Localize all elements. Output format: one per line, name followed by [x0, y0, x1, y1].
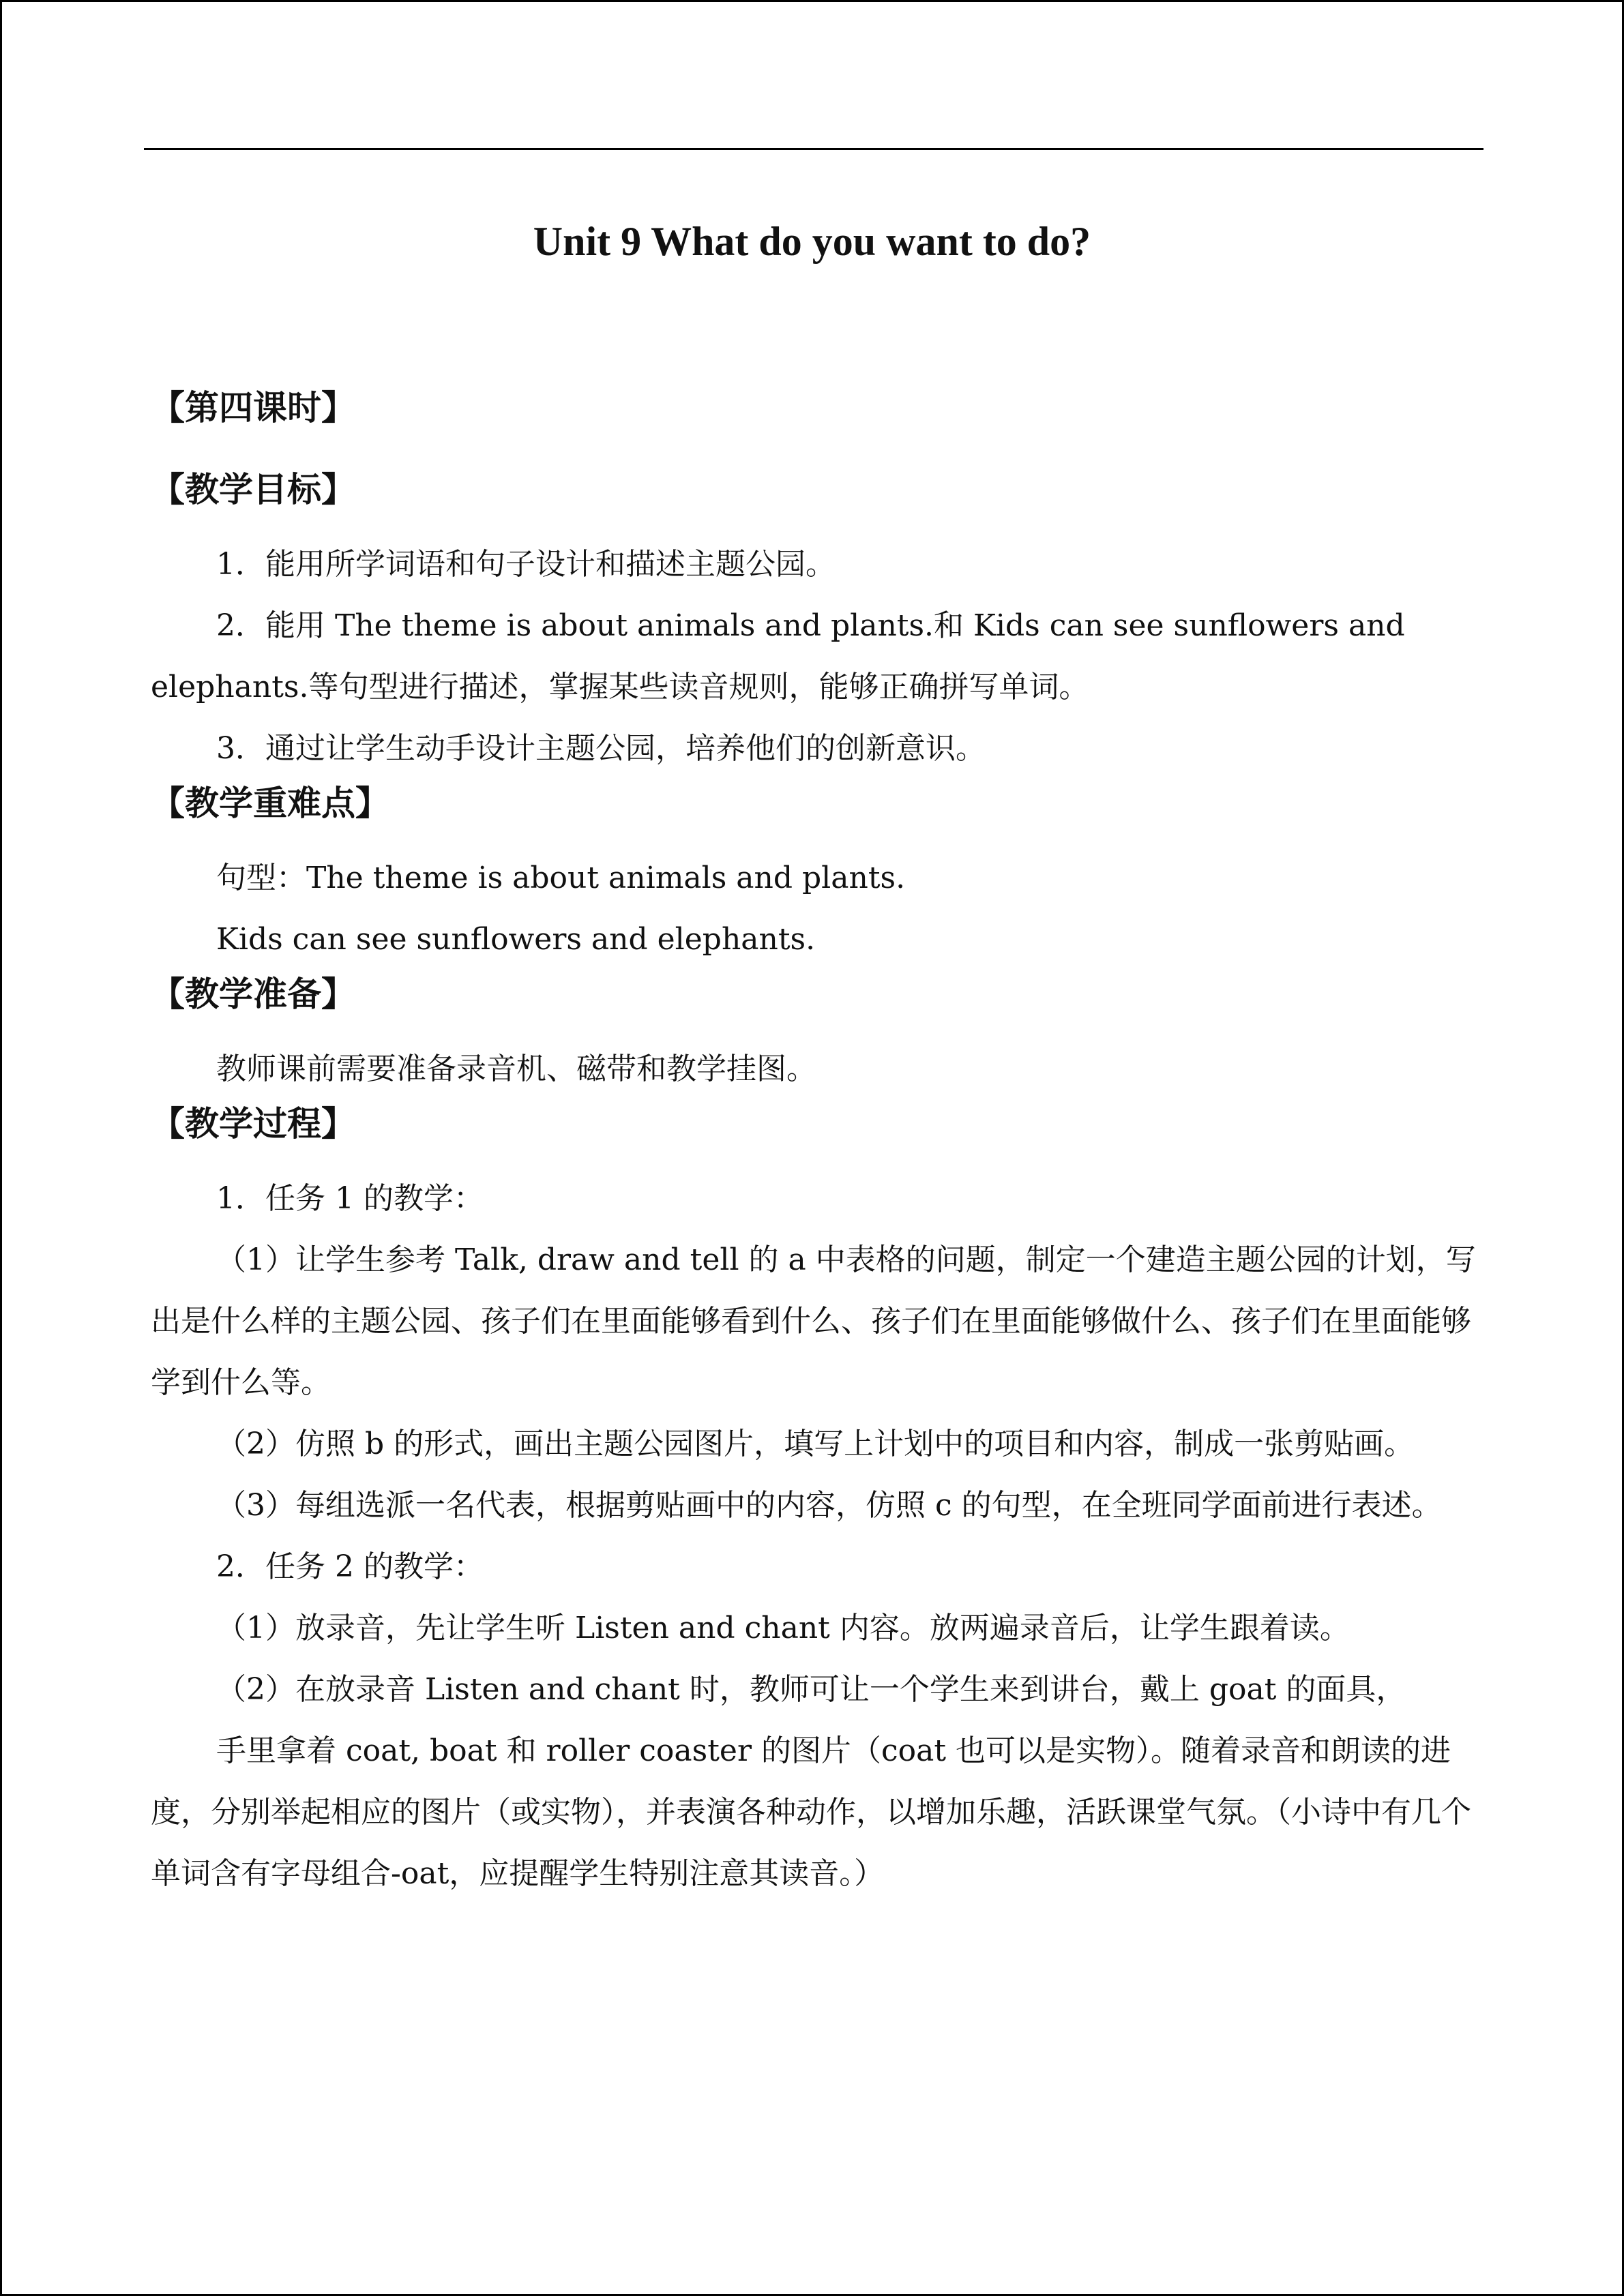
prep-text: 教师课前需要准备录音机、磁带和教学挂图。: [216, 1052, 816, 1086]
process-heading: 【教学过程】: [151, 1104, 355, 1144]
prep-heading: 【教学准备】: [151, 974, 355, 1014]
task1-item: （3）每组选派一名代表，根据剪贴画中的内容，仿照 c 的句型，在全班同学面前进行表述。: [216, 1488, 1442, 1523]
task1-title: 1．任务 1 的教学：: [216, 1181, 484, 1216]
task1-item: （1）让学生参考 Talk, draw and tell 的 a 中表格的问题，制定一个建造主题公园的计划，写出是什么样的主题公园、孩子们在里面能够看到什么、孩子们在里面能够做什么、孩子们在里面能够学到什么等。: [151, 1242, 1476, 1400]
task2-item: （1）放录音，先让学生听 Listen and chant 内容。放两遍录音后，让学生跟着读。: [216, 1611, 1350, 1645]
objective-item: 1．能用所学词语和句子设计和描述主题公园。: [216, 547, 836, 582]
task2-item: （2）在放录音 Listen and chant 时，教师可让一个学生来到讲台，戴上 goat 的面具，: [216, 1672, 1406, 1707]
keypoint-item: Kids can see sunflowers and elephants.: [216, 922, 816, 957]
task1-item: （2）仿照 b 的形式，画出主题公园图片，填写上计划中的项目和内容，制成一张剪贴画。: [216, 1427, 1415, 1461]
keypoint-item: 句型：The theme is about animals and plants.: [216, 861, 906, 895]
keypoints-heading: 【教学重难点】: [151, 784, 389, 823]
objective-item: 2．能用 The theme is about animals and plants.和 Kids can see sunflowers and elephants.等句型进行描述，掌握某些读音规则，能够正确拼写单词。: [151, 608, 1405, 704]
task2-title: 2．任务 2 的教学：: [216, 1549, 484, 1584]
page-title: Unit 9 What do you want to do?: [533, 219, 1091, 264]
lesson-heading: 【第四课时】: [151, 388, 355, 428]
document-body: [151, 384, 1481, 1905]
objective-item: 3．通过让学生动手设计主题公园，培养他们的创新意识。: [216, 731, 986, 766]
objectives-heading: 【教学目标】: [151, 470, 355, 509]
header-rule: [144, 148, 1483, 150]
task2-item: 手里拿着 coat, boat 和 roller coaster 的图片（coat 也可以是实物）。随着录音和朗读的进度，分别举起相应的图片（或实物），并表演各种动作，以增加乐趣，活跃课堂气氛。（小诗中有几个单词含有字母组合-oat，应提醒学生特别注意其读音。）: [151, 1733, 1471, 1891]
